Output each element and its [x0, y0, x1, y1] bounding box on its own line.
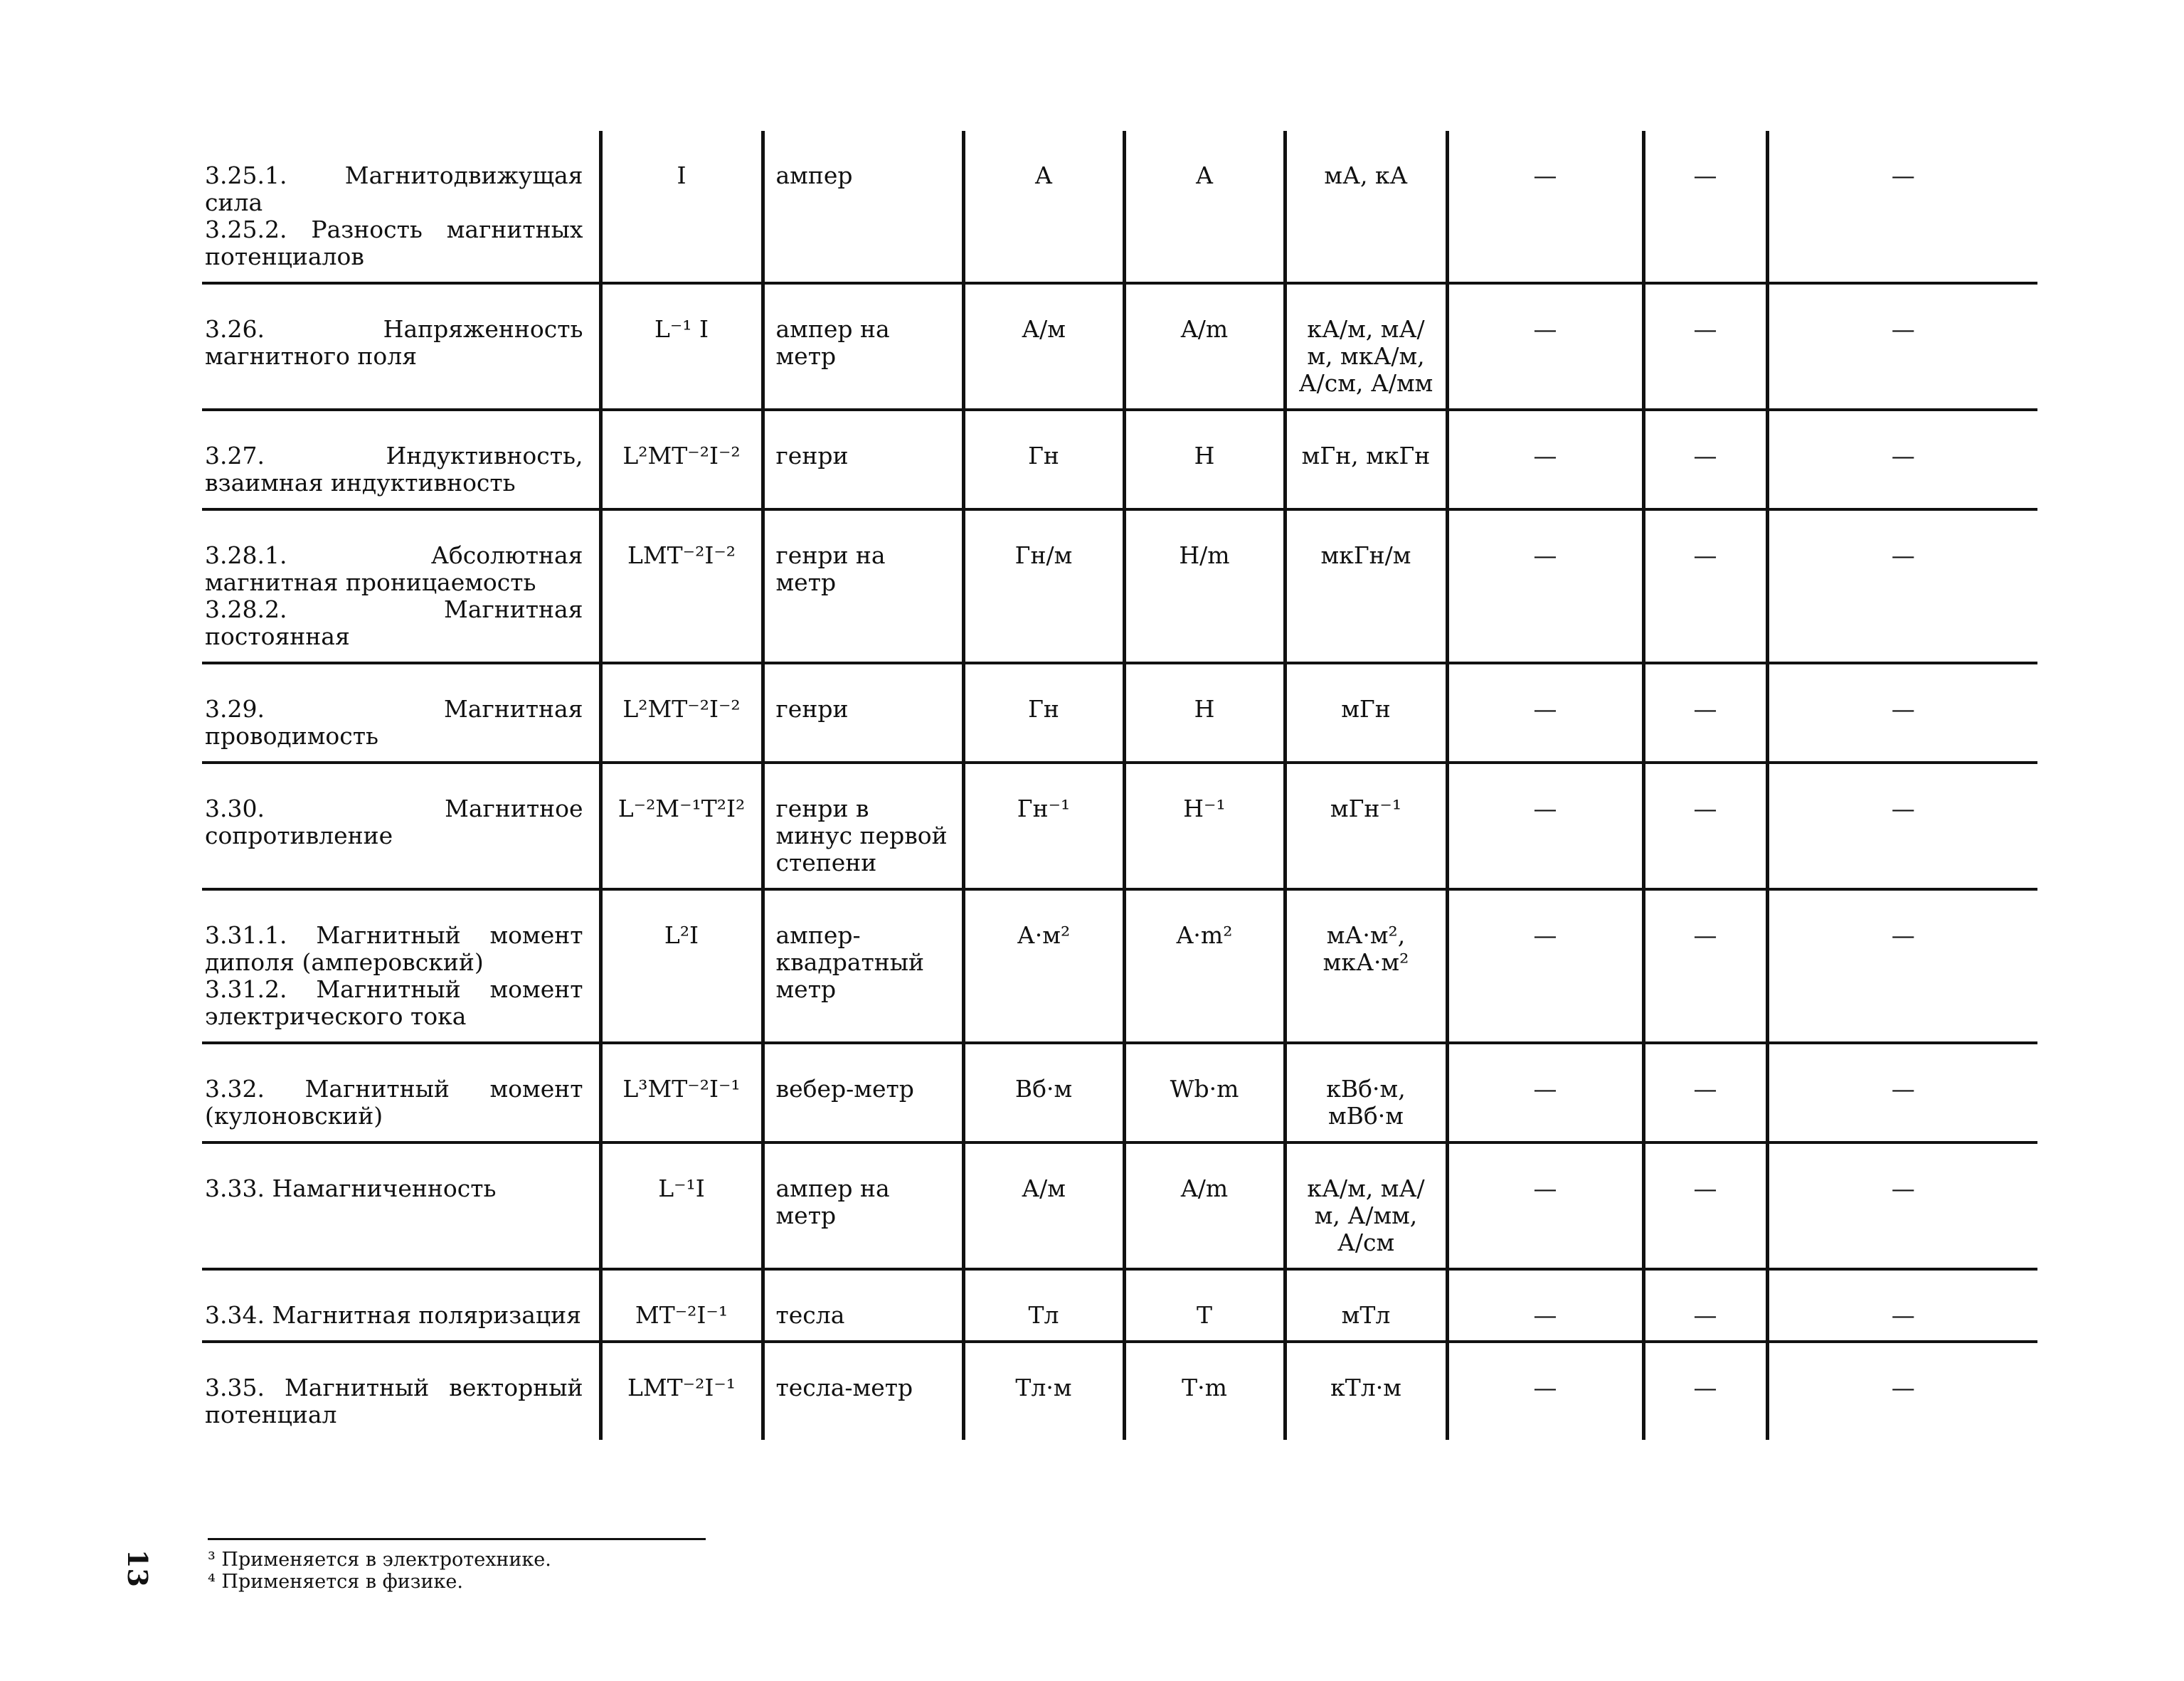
symbol-international-cell: A/m: [1124, 1142, 1285, 1269]
multiples-cell: мГн⁻¹: [1285, 763, 1447, 889]
footnotes: [208, 1538, 706, 1593]
column-9-cell: —: [1767, 283, 2037, 410]
multiples-cell: мкГн/м: [1285, 509, 1447, 663]
quantity-name-line: 3.28.2. Магнитная постоянная: [205, 595, 583, 650]
quantity-name-cell: [202, 663, 600, 763]
dimension-cell: L⁻¹ I: [600, 283, 763, 410]
symbol-international-cell: A/m: [1124, 283, 1285, 410]
multiples-cell: кА/м, мА/м, мкА/м, А/см, А/мм: [1285, 283, 1447, 410]
units-table: [202, 131, 2037, 1440]
quantity-name-cell: [202, 509, 600, 663]
column-8-cell: —: [1643, 763, 1767, 889]
footnote-physics: ⁴ Применяется в физике.: [208, 1571, 463, 1593]
column-8-cell: —: [1643, 283, 1767, 410]
column-9-cell: —: [1767, 1142, 2037, 1269]
symbol-international-cell: Wb·m: [1124, 1043, 1285, 1142]
unit-name-cell: тесла: [763, 1269, 963, 1342]
column-9-cell: —: [1767, 509, 2037, 663]
unit-name-cell: тесла-метр: [763, 1342, 963, 1440]
multiples-cell: мГн, мкГн: [1285, 410, 1447, 509]
symbol-international-cell: H⁻¹: [1124, 763, 1285, 889]
symbol-russian-cell: Тл·м: [963, 1342, 1124, 1440]
column-7-cell: —: [1447, 763, 1643, 889]
page-number: 13: [122, 1549, 154, 1587]
column-9-cell: —: [1767, 1269, 2037, 1342]
table-body: [202, 131, 2037, 1440]
quantity-name-cell: [202, 763, 600, 889]
unit-name-cell: ампер: [763, 131, 963, 283]
column-8-cell: —: [1643, 1269, 1767, 1342]
table-row: [202, 1142, 2037, 1269]
quantity-name-line: 3.35. Магнитный векторный потенциал: [205, 1374, 583, 1428]
column-8-cell: —: [1643, 1142, 1767, 1269]
symbol-international-cell: A: [1124, 131, 1285, 283]
column-7-cell: —: [1447, 1269, 1643, 1342]
column-7-cell: —: [1447, 1043, 1643, 1142]
symbol-international-cell: T·m: [1124, 1342, 1285, 1440]
dimension-cell: LMT⁻²I⁻²: [600, 509, 763, 663]
column-7-cell: —: [1447, 131, 1643, 283]
dimension-cell: MT⁻²I⁻¹: [600, 1269, 763, 1342]
unit-name-cell: ампер-квадратный метр: [763, 889, 963, 1043]
column-7-cell: —: [1447, 1142, 1643, 1269]
dimension-cell: L²I: [600, 889, 763, 1043]
column-7-cell: —: [1447, 410, 1643, 509]
column-9-cell: —: [1767, 1342, 2037, 1440]
dimension-cell: L⁻²M⁻¹T²I²: [600, 763, 763, 889]
table-row: [202, 509, 2037, 663]
column-9-cell: —: [1767, 131, 2037, 283]
quantity-name-line: 3.25.1. Магнитодвижущая сила: [205, 161, 583, 216]
symbol-russian-cell: Гн: [963, 410, 1124, 509]
quantity-name-line: 3.28.1. Абсолютная магнитная проницаемость: [205, 541, 583, 596]
column-8-cell: —: [1643, 410, 1767, 509]
column-8-cell: —: [1643, 1043, 1767, 1142]
quantity-name-cell: [202, 410, 600, 509]
dimension-cell: I: [600, 131, 763, 283]
quantity-name-cell: [202, 1142, 600, 1269]
table-row: [202, 1043, 2037, 1142]
column-9-cell: —: [1767, 763, 2037, 889]
multiples-cell: мА, кА: [1285, 131, 1447, 283]
multiples-cell: кА/м, мА/м, А/мм, А/см: [1285, 1142, 1447, 1269]
column-7-cell: —: [1447, 663, 1643, 763]
symbol-russian-cell: А·м²: [963, 889, 1124, 1043]
column-7-cell: —: [1447, 509, 1643, 663]
quantity-name-line: 3.29. Магнитная проводимость: [205, 695, 583, 750]
unit-name-cell: генри в минус первой степени: [763, 763, 963, 889]
column-8-cell: —: [1643, 509, 1767, 663]
unit-name-cell: вебер-метр: [763, 1043, 963, 1142]
unit-name-cell: ампер на метр: [763, 283, 963, 410]
symbol-russian-cell: Гн⁻¹: [963, 763, 1124, 889]
column-8-cell: —: [1643, 663, 1767, 763]
symbol-russian-cell: Тл: [963, 1269, 1124, 1342]
column-9-cell: —: [1767, 663, 2037, 763]
quantity-name-cell: [202, 1269, 600, 1342]
column-7-cell: —: [1447, 889, 1643, 1043]
table-row: [202, 131, 2037, 283]
table-row: [202, 283, 2037, 410]
column-9-cell: —: [1767, 1043, 2037, 1142]
column-8-cell: —: [1643, 1342, 1767, 1440]
quantity-name-line: 3.32. Магнитный момент (кулоновский): [205, 1075, 583, 1130]
symbol-international-cell: T: [1124, 1269, 1285, 1342]
multiples-cell: мГн: [1285, 663, 1447, 763]
dimension-cell: L⁻¹I: [600, 1142, 763, 1269]
table-row: [202, 1269, 2037, 1342]
symbol-international-cell: H: [1124, 663, 1285, 763]
quantity-name-line: 3.33. Намагниченность: [205, 1174, 497, 1202]
symbol-russian-cell: Вб·м: [963, 1043, 1124, 1142]
quantity-name-line: 3.34. Магнитная поляризация: [205, 1301, 581, 1329]
quantity-name-cell: [202, 131, 600, 283]
column-9-cell: —: [1767, 410, 2037, 509]
multiples-cell: мТл: [1285, 1269, 1447, 1342]
symbol-international-cell: H: [1124, 410, 1285, 509]
symbol-international-cell: H/m: [1124, 509, 1285, 663]
quantity-name-line: 3.27. Индуктивность, взаимная индуктивность: [205, 442, 583, 497]
column-8-cell: —: [1643, 889, 1767, 1043]
dimension-cell: L³MT⁻²I⁻¹: [600, 1043, 763, 1142]
multiples-cell: кВб·м, мВб·м: [1285, 1043, 1447, 1142]
symbol-russian-cell: А/м: [963, 1142, 1124, 1269]
multiples-cell: мА·м², мкА·м²: [1285, 889, 1447, 1043]
column-9-cell: —: [1767, 889, 2037, 1043]
quantity-name-line: 3.31.2. Магнитный момент электрического тока: [205, 975, 583, 1030]
units-table-container: [202, 131, 2037, 1440]
column-7-cell: —: [1447, 283, 1643, 410]
table-row: [202, 1342, 2037, 1440]
table-row: [202, 410, 2037, 509]
symbol-russian-cell: Гн/м: [963, 509, 1124, 663]
unit-name-cell: генри: [763, 410, 963, 509]
dimension-cell: L²MT⁻²I⁻²: [600, 663, 763, 763]
unit-name-cell: генри: [763, 663, 963, 763]
symbol-russian-cell: А: [963, 131, 1124, 283]
symbol-russian-cell: Гн: [963, 663, 1124, 763]
footnote-electrical-engineering: ³ Применяется в электротехнике.: [208, 1549, 551, 1571]
dimension-cell: LMT⁻²I⁻¹: [600, 1342, 763, 1440]
symbol-russian-cell: А/м: [963, 283, 1124, 410]
quantity-name-cell: [202, 1043, 600, 1142]
column-7-cell: —: [1447, 1342, 1643, 1440]
multiples-cell: кТл·м: [1285, 1342, 1447, 1440]
unit-name-cell: ампер на метр: [763, 1142, 963, 1269]
symbol-international-cell: A·m²: [1124, 889, 1285, 1043]
table-row: [202, 763, 2037, 889]
quantity-name-line: 3.30. Магнитное сопротивление: [205, 795, 583, 849]
quantity-name-line: 3.25.2. Разность магнитных потенциалов: [205, 216, 583, 270]
quantity-name-cell: [202, 283, 600, 410]
quantity-name-line: 3.26. Напряженность магнитного поля: [205, 315, 583, 370]
table-row: [202, 663, 2037, 763]
unit-name-cell: генри на метр: [763, 509, 963, 663]
dimension-cell: L²MT⁻²I⁻²: [600, 410, 763, 509]
quantity-name-line: 3.31.1. Магнитный момент диполя (амперовский): [205, 921, 583, 976]
table-row: [202, 889, 2037, 1043]
quantity-name-cell: [202, 1342, 600, 1440]
column-8-cell: —: [1643, 131, 1767, 283]
quantity-name-cell: [202, 889, 600, 1043]
